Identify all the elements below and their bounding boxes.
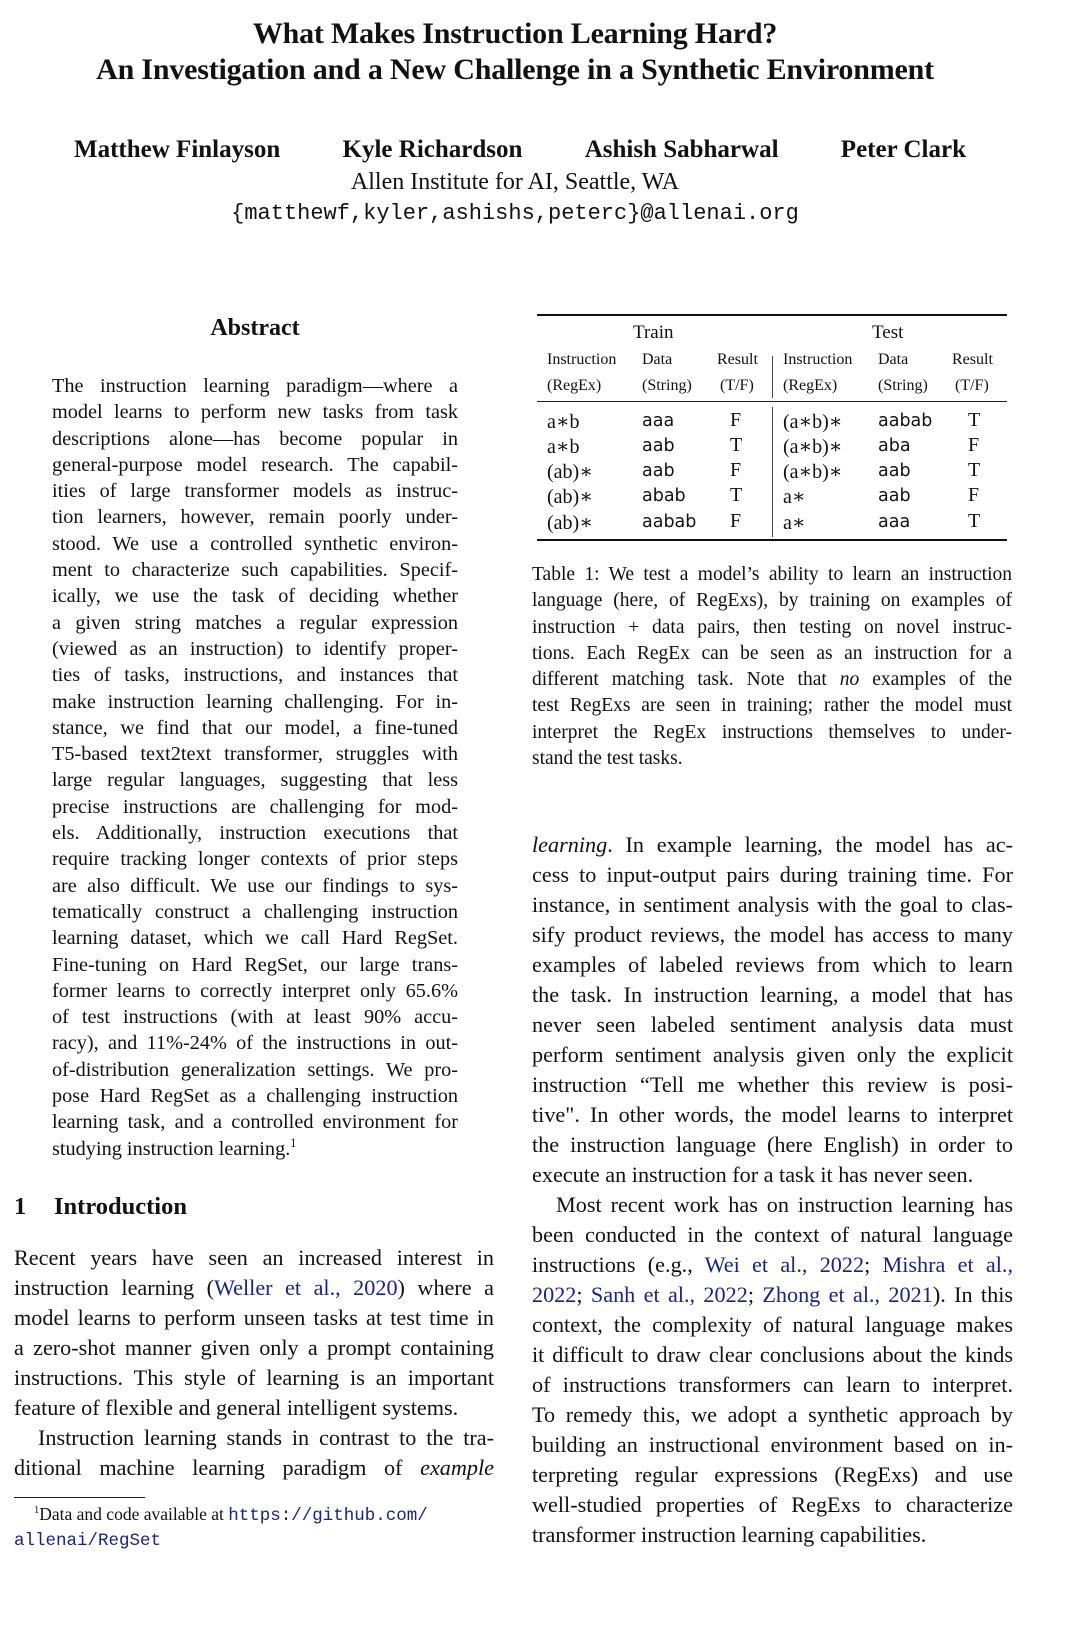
- abstract-line: former learns to correctly interpret only 65.6%: [52, 979, 458, 1002]
- table-column-divider: [772, 356, 773, 398]
- citation-link[interactable]: Zhong et al., 2021: [762, 1282, 933, 1307]
- citation-link[interactable]: Wei et al., 2022: [704, 1252, 865, 1277]
- col-header: Result: [952, 351, 993, 368]
- test-result: F: [968, 484, 980, 506]
- body-text: instructions (e.g.,: [532, 1252, 705, 1277]
- abstract-line: stance, we find that our model, a fine-tuned: [52, 716, 458, 739]
- abstract-line: are also difficult. We use our findings to sys-: [52, 874, 458, 897]
- train-result: F: [730, 459, 742, 481]
- train-result: F: [730, 409, 742, 431]
- table-1: [537, 314, 1007, 544]
- col-subheader: (T/F): [720, 377, 754, 394]
- abstract-line: The instruction learning paradigm—where a: [52, 375, 458, 397]
- author-name: Peter Clark: [840, 136, 966, 163]
- abstract-line: a given string matches a regular expression: [52, 611, 458, 634]
- abstract-line: tematically construct a challenging instruction: [52, 900, 458, 923]
- test-data: aabab: [878, 411, 933, 431]
- footnote-marker[interactable]: 1: [290, 1135, 297, 1150]
- abstract-line: model learns to perform new tasks from task: [52, 401, 458, 424]
- introduction-body: [14, 1243, 494, 1483]
- train-data: aabab: [642, 512, 697, 532]
- table-mid-rule: [537, 401, 1007, 402]
- intro-line: feature of flexible and general intelligent systems.: [14, 1395, 459, 1420]
- train-result: T: [730, 434, 743, 456]
- intro-line: a zero-shot manner given only a prompt containing: [14, 1335, 494, 1360]
- section-title: Introduction: [54, 1193, 187, 1220]
- abstract-line: make instruction learning challenging. For in-: [52, 690, 458, 713]
- body-line: the instruction language (here English) in order to: [532, 1132, 1013, 1157]
- footnote-divider: [14, 1497, 145, 1498]
- caption-line: tions. Each RegEx can be seen as an instruction for a: [532, 642, 1012, 664]
- repo-url-link-cont[interactable]: allenai/RegSet: [14, 1531, 162, 1551]
- footnote-line: [14, 1503, 496, 1528]
- intro-line: [14, 1453, 494, 1483]
- caption-italic: no: [839, 669, 860, 691]
- intro-line: instructions. This style of learning is an important: [14, 1365, 494, 1390]
- abstract-body: [52, 373, 458, 1162]
- footnote: [14, 1503, 496, 1553]
- body-line: perform sentiment analysis given only the explicit: [532, 1042, 1013, 1067]
- abstract-line: Fine-tuning on Hard RegSet, our large trans-: [52, 953, 458, 976]
- abstract-line: els. Additionally, instruction executions that: [52, 822, 458, 845]
- train-regex: (ab)∗: [547, 512, 593, 534]
- abstract-line: learning dataset, which we call Hard RegSet.: [52, 927, 458, 950]
- body-line: [532, 830, 1013, 860]
- test-regex: (a∗b)∗: [783, 461, 843, 483]
- footnote-text: Data and code available at: [39, 1504, 229, 1524]
- intro-line: Recent years have seen an increased interest in: [14, 1245, 494, 1270]
- body-line: execute an instruction for a task it has never seen.: [532, 1162, 974, 1187]
- affiliation: Allen Institute for AI, Seattle, WA: [350, 169, 680, 195]
- abstract-line: large regular languages, suggesting that less: [52, 769, 458, 792]
- table-column-divider: [772, 407, 773, 537]
- intro-text: instruction learning (: [14, 1275, 214, 1300]
- table-top-rule: [537, 314, 1007, 316]
- abstract-line: stood. We use a controlled synthetic environ-: [52, 532, 458, 555]
- section-heading-introduction: [14, 1191, 187, 1223]
- body-line: instructions (e.g., Wei et al., 2022; Mishra et al.,: [532, 1252, 1014, 1277]
- body-line: tive". In other words, the model learns to interpret: [532, 1102, 1013, 1127]
- train-data: aab: [642, 436, 675, 456]
- abstract-line: [52, 1136, 458, 1162]
- body-line: the task. In instruction learning, a model that has: [532, 982, 1013, 1007]
- col-header: Instruction: [547, 351, 617, 368]
- abstract-line: T5-based text2text transformer, struggles with: [52, 743, 458, 766]
- body-text: . In example learning, the model has ac-: [607, 832, 1013, 857]
- section-number: 1: [14, 1193, 27, 1220]
- test-result: T: [968, 510, 981, 532]
- caption-line: interpret the RegEx instructions themselves to under-: [532, 721, 1012, 743]
- body-line: terpreting regular expressions (RegExs) and use: [532, 1462, 1013, 1487]
- table-group-test: Test: [872, 322, 904, 343]
- col-subheader: (String): [878, 377, 928, 394]
- citation-link[interactable]: Sanh et al., 2022: [590, 1282, 748, 1307]
- intro-line: model learns to perform unseen tasks at test time in: [14, 1305, 494, 1330]
- test-data: aaa: [878, 512, 911, 532]
- body-line: instruction “Tell me whether this review is posi-: [532, 1072, 1013, 1097]
- train-data: aaa: [642, 411, 675, 431]
- body-line: sify product reviews, the model has access to many: [532, 922, 1013, 947]
- abstract-line: tion learners, however, remain poorly under-: [52, 506, 458, 529]
- abstract-line: of-distribution generalization settings. We pro-: [52, 1058, 458, 1081]
- test-result: F: [968, 434, 980, 456]
- abstract-line: precise instructions are challenging for mod-: [52, 795, 458, 818]
- body-line: context, the complexity of natural language makes: [532, 1312, 1013, 1337]
- body-line: well-studied properties of RegExs to characterize: [532, 1492, 1013, 1517]
- table-bottom-rule: [537, 539, 1007, 541]
- abstract-line: ically, we use the task of deciding whether: [52, 585, 458, 608]
- abstract-line: learning task, and a controlled environment for: [52, 1111, 458, 1134]
- abstract-line: pose Hard RegSet as a challenging instruction: [52, 1085, 458, 1108]
- col-header: Data: [878, 351, 909, 368]
- col-subheader: (T/F): [955, 377, 989, 394]
- caption-text: examples of the: [859, 669, 1012, 691]
- body-line: examples of labeled reviews from which to learn: [532, 952, 1013, 977]
- body-line: never seen labeled sentiment analysis data must: [532, 1012, 1013, 1037]
- abstract-line: racy), and 11%-24% of the instructions in out-: [52, 1032, 458, 1055]
- table-caption: [532, 562, 1012, 772]
- col-header: Data: [642, 351, 673, 368]
- abstract-line: (viewed as an instruction) to identify proper-: [52, 637, 458, 660]
- abstract-line: require tracking longer contexts of prior steps: [52, 848, 458, 871]
- body-line: To remedy this, we adopt a synthetic approach by: [532, 1402, 1013, 1427]
- caption-text: different matching task. Note that: [532, 669, 840, 691]
- body-line: 2022; Sanh et al., 2022; Zhong et al., 2021). In this: [532, 1282, 1013, 1307]
- train-result: F: [730, 510, 742, 532]
- repo-url-link[interactable]: https://github.com/: [228, 1506, 428, 1526]
- footnote-number: 1: [34, 1505, 40, 1517]
- train-result: T: [730, 484, 743, 506]
- caption-line: stand the test tasks.: [532, 748, 683, 770]
- title-line-2: An Investigation and a New Challenge in a Synthetic Environment: [96, 53, 934, 86]
- author-name: Matthew Finlayson: [74, 136, 281, 163]
- table-group-train: Train: [633, 322, 674, 343]
- test-data: aba: [878, 436, 911, 456]
- intro-line: Instruction learning stands in contrast to the tra-: [38, 1425, 494, 1450]
- caption-line: [532, 667, 1012, 693]
- body-line: it difficult to draw clear conclusions about the kinds: [532, 1342, 1013, 1367]
- body-line: instance, in sentiment analysis with the goal to clas-: [532, 892, 1013, 917]
- author-emails: {matthewf,kyler,ashishs,peterc}@allenai.org: [231, 201, 799, 226]
- citation-link[interactable]: Mishra et al.,: [882, 1252, 1014, 1277]
- train-regex: a∗b: [547, 411, 580, 433]
- test-result: T: [968, 459, 981, 481]
- intro-line: [14, 1273, 494, 1303]
- body-line: building an instructional environment based on in-: [532, 1432, 1013, 1457]
- abstract-line: of test instructions (with at least 90% accu-: [52, 1006, 458, 1029]
- test-regex: a∗: [783, 512, 806, 534]
- train-regex: a∗b: [547, 436, 580, 458]
- paper-title: [0, 16, 1030, 88]
- test-data: aab: [878, 461, 911, 481]
- test-regex: (a∗b)∗: [783, 436, 843, 458]
- abstract-line: ties of tasks, instructions, and instances that: [52, 664, 458, 687]
- citation-link[interactable]: 2022: [532, 1282, 577, 1307]
- body-line: transformer instruction learning capabilities.: [532, 1522, 927, 1547]
- col-subheader: (RegEx): [547, 377, 602, 394]
- author-list: [74, 134, 966, 166]
- body-text: ). In this: [932, 1282, 1013, 1307]
- body-line: of instructions transformers can learn to interpret.: [532, 1372, 1013, 1397]
- author-name: Kyle Richardson: [342, 136, 523, 163]
- abstract-line: ment to characterize such capabilities. Specif-: [52, 559, 458, 582]
- test-result: T: [968, 409, 981, 431]
- caption-line: test RegExs are seen in training; rather the model must: [532, 695, 1012, 717]
- test-regex: a∗: [783, 486, 806, 508]
- body-line: Most recent work has on instruction learning has: [556, 1192, 1013, 1217]
- caption-line: instruction + data pairs, then testing on novel instruc-: [532, 616, 1012, 638]
- abstract-line: general-purpose model research. The capabil-: [52, 453, 458, 476]
- intro-text: ditional machine learning paradigm of: [14, 1455, 403, 1480]
- intro-italic: example: [420, 1455, 495, 1480]
- train-data: abab: [642, 486, 686, 506]
- author-name: Ashish Sabharwal: [584, 136, 779, 163]
- citation-link[interactable]: Weller et al., 2020: [213, 1275, 398, 1300]
- col-header: Instruction: [783, 351, 853, 368]
- caption-line: language (here, of RegExs), by training on examples of: [532, 590, 1012, 612]
- abstract-line-text: studying instruction learning.: [52, 1137, 291, 1160]
- body-line: been conducted in the context of natural language: [532, 1222, 1013, 1247]
- body-italic: learning: [532, 832, 608, 857]
- col-subheader: (String): [642, 377, 692, 394]
- train-regex: (ab)∗: [547, 461, 593, 483]
- test-data: aab: [878, 486, 911, 506]
- col-subheader: (RegEx): [783, 377, 838, 394]
- abstract-line: descriptions alone—has become popular in: [52, 427, 458, 450]
- body-line: cess to input-output pairs during training time. For: [532, 862, 1013, 887]
- right-column-body: [532, 830, 1013, 1550]
- caption-line: Table 1: We test a model’s ability to learn an instruction: [532, 564, 1012, 585]
- col-header: Result: [717, 351, 758, 368]
- title-line-1: What Makes Instruction Learning Hard?: [252, 17, 778, 50]
- abstract-heading: Abstract: [210, 315, 300, 341]
- intro-text: ) where a: [397, 1275, 494, 1300]
- train-data: aab: [642, 461, 675, 481]
- test-regex: (a∗b)∗: [783, 411, 843, 433]
- train-regex: (ab)∗: [547, 486, 593, 508]
- footnote-line: [14, 1528, 496, 1553]
- abstract-line: ities of large transformer models as instruc-: [52, 480, 458, 503]
